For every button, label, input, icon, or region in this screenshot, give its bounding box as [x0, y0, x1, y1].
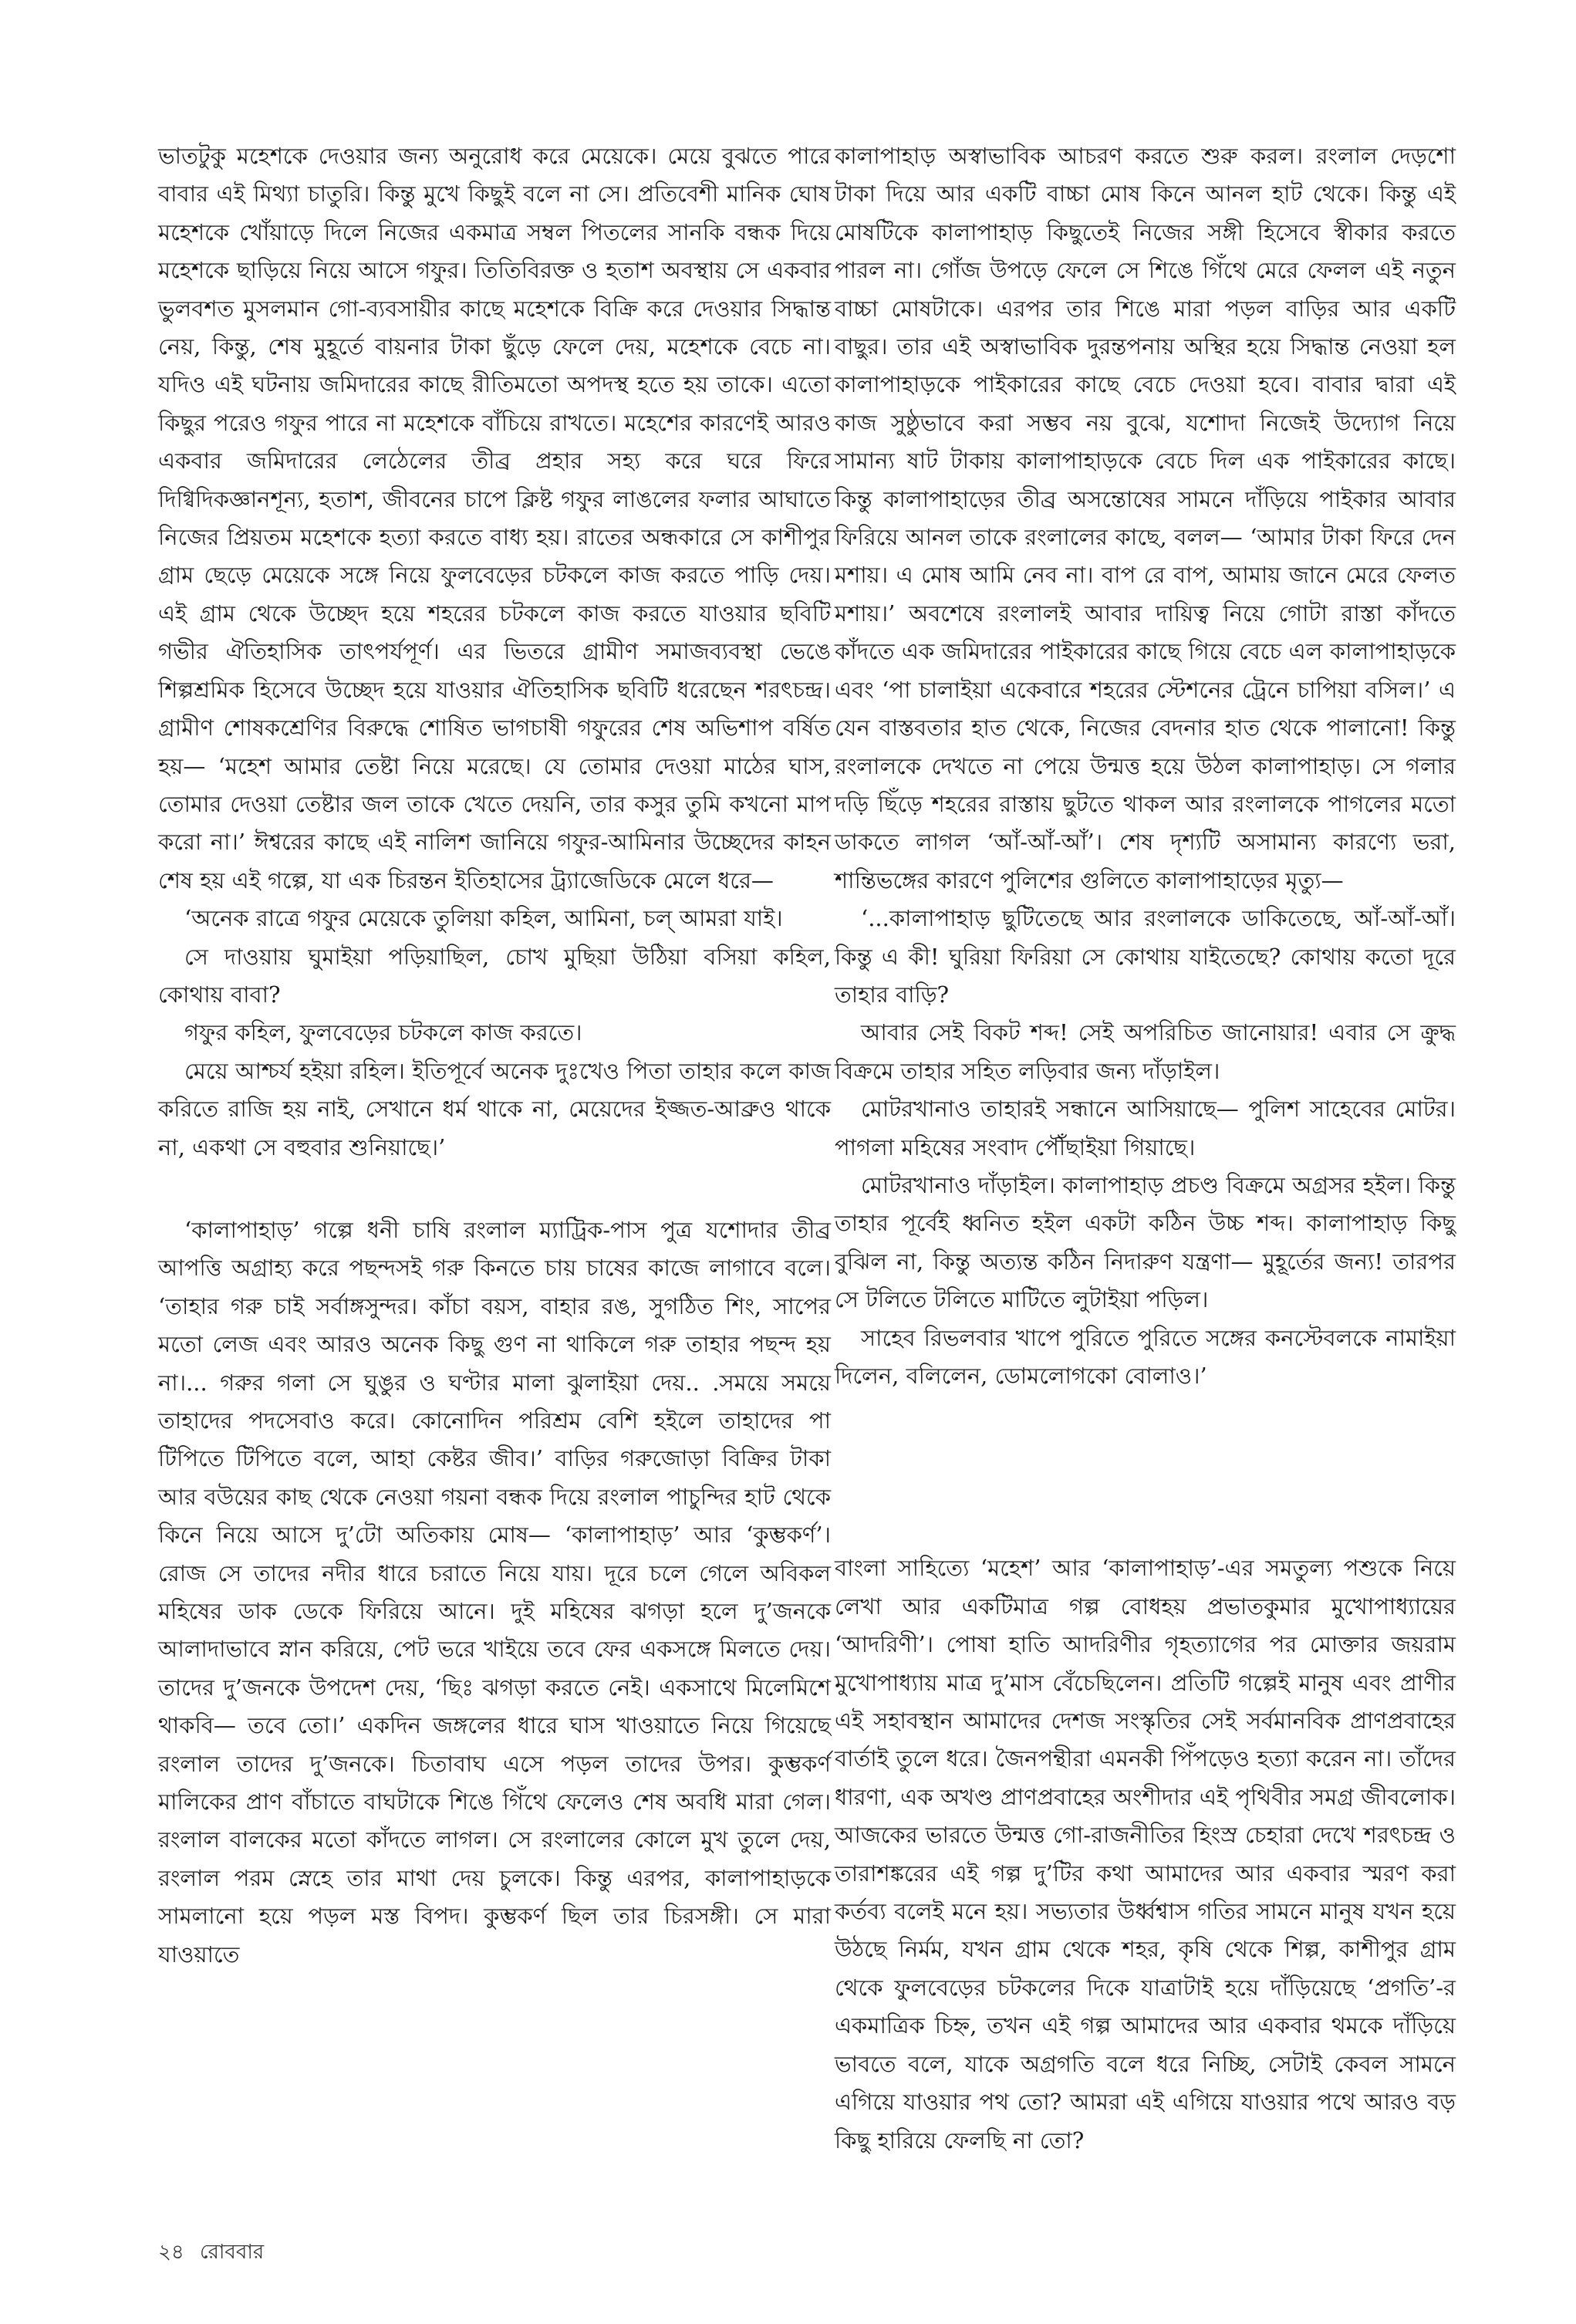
left-block-1	[158, 137, 831, 1167]
section-gap	[158, 1167, 831, 1211]
paragraph: ভাতটুকু মহেশকে দেওয়ার জন্য অনুরোধ করে মেয়েকে। মেয়ে বুঝতে পারে বাবার এই মিথ্যা চাতুরি। কিন্তু মুখে কিছুই বলে না সে। প্রতিবেশী মানিক ঘোষ মহেশকে খোঁয়াড়ে দিলে নিজের একমাত্র সম্বল পিতলের সানকি বন্ধক দিয়ে মহেশকে ছাড়িয়ে নিয়ে আসে গফুর। তিতিবিরক্ত ও হতাশ অবস্থায় সে একবার ভুলবশত মুসলমান গো-ব্যবসায়ীর কাছে মহেশকে বিক্রি করে দেওয়ার সিদ্ধান্ত নেয়, কিন্তু, শেষ মুহূর্তে বায়নার টাকা ছুঁড়ে ফেলে দেয়, মহেশকে বেচে না। যদিও এই ঘটনায় জমিদারের কাছে রীতিমতো অপদস্থ হতে হয় তাকে। এতো কিছুর পরেও গফুর পারে না মহেশকে বাঁচিয়ে রাখতে। মহেশের কারণেই আরও একবার জমিদারের লেঠেলের তীব্র প্রহার সহ্য করে ঘরে ফিরে দিগ্বিদিকজ্ঞানশূন্য, হতাশ, জীবনের চাপে ক্লিষ্ট গফুর লাঙলের ফলার আঘাতে নিজের প্রিয়তম মহেশকে হত্যা করতে বাধ্য হয়। রাতের অন্ধকারে সে কাশীপুর গ্রাম ছেড়ে মেয়েকে সঙ্গে নিয়ে ফুলবেড়ের চটকলে কাজ করতে পাড়ি দেয়। এই গ্রাম থেকে উচ্ছেদ হয়ে শহরের চটকলে কাজ করতে যাওয়ার ছবিটি গভীর ঐতিহাসিক তাৎপর্যপূর্ণ। এর ভিতরে গ্রামীণ সমাজব্যবস্থা ভেঙে শিল্পশ্রমিক হিসেবে উচ্ছেদ হয়ে যাওয়ার ঐতিহাসিক ছবিটি ধরেছেন শরৎচন্দ্র। গ্রামীণ শোষকশ্রেণির বিরুদ্ধে শোষিত ভাগচাষী গফুরের শেষ অভিশাপ বর্ষিত হয়— ‘মহেশ আমার তেষ্টা নিয়ে মরেছে। যে তোমার দেওয়া মাঠের ঘাস, তোমার দেওয়া তেষ্টার জল তাকে খেতে দেয়নি, তার কসুর তুমি কখনো মাপ করো না।’ ঈশ্বরের কাছে এই নালিশ জানিয়ে গফুর-আমিনার উচ্ছেদের কাহন শেষ হয় এই গল্পে, যা এক চিরন্তন ইতিহাসের ট্র্যাজেডিকে মেলে ধরে—	[158, 143, 831, 893]
quote-paragraph: মোটরখানাও দাঁড়াইল। কালাপাহাড় প্রচণ্ড বিক্রমে অগ্রসর হইল। কিন্তু তাহার পূর্বেই ধ্বনিত হইল একটা কঠিন উচ্চ শব্দ। কালাপাহাড় কিছু বুঝিল না, কিন্তু অত্যন্ত কঠিন নিদারুণ যন্ত্রণা— মুহূর্তের জন্য! তারপর সে টলিতে টলিতে মাটিতে লুটাইয়া পড়িল।	[835, 1171, 1456, 1313]
quote-paragraph: সে দাওয়ায় ঘুমাইয়া পড়িয়াছিল, চোখ মুছিয়া উঠিয়া বসিয়া কহিল, কোথায় বাবা?	[158, 943, 831, 1008]
section-gap	[835, 1395, 1456, 1549]
right-block-1	[835, 137, 1456, 1395]
quote-paragraph: মেয়ে আশ্চর্য হইয়া রহিল। ইতিপূর্বে অনেক দুঃখেও পিতা তাহার কলে কাজ করিতে রাজি হয় নাই, সেখানে ধর্ম থাকে না, মেয়েদের ইজ্জত-আব্রুও থাকে না, একথা সে বহুবার শুনিয়াছে।’	[158, 1057, 831, 1160]
quote-paragraph: গফুর কহিল, ফুলবেড়ের চটকলে কাজ করতে।	[184, 1019, 582, 1046]
paragraph: ‘কালাপাহাড়’ গল্পে ধনী চাষি রংলাল ম্যাট্রিক-পাস পুত্র যশোদার তীব্র আপত্তি অগ্রাহ্য করে পছন্দসই গরু কিনতে চায় চাষের কাজে লাগাবে বলে। ‘তাহার গরু চাই সর্বাঙ্গসুন্দর। কাঁচা বয়স, বাহার রঙ, সুগঠিত শিং, সাপের মতো লেজ এবং আরও অনেক কিছু গুণ না থাকিলে গরু তাহার পছন্দ হয় না।... গরুর গলা সে ঘুঙুর ও ঘণ্টার মালা ঝুলাইয়া দেয়.. .সময়ে সময়ে তাহাদের পদসেবাও করে। কোনোদিন পরিশ্রম বেশি হইলে তাহাদের পা টিপিতে টিপিতে বলে, আহা কেষ্টর জীব।’ বাড়ির গরুজোড়া বিক্রির টাকা আর বউয়ের কাছ থেকে নেওয়া গয়না বন্ধক দিয়ে রংলাল পাচুন্দির হাট থেকে কিনে নিয়ে আসে দু’টো অতিকায় মোষ— ‘কালাপাহাড়’ আর ‘কুম্ভকর্ণ’। রোজ সে তাদের নদীর ধারে চরাতে নিয়ে যায়। দূরে চলে গেলে অবিকল মহিষের ডাক ডেকে ফিরিয়ে আনে। দুই মহিষের ঝগড়া হলে দু’জনকে আলাদাভাবে স্নান করিয়ে, পেট ভরে খাইয়ে তবে ফের একসঙ্গে মিলতে দেয়। তাদের দু’জনকে উপদেশ দেয়, ‘ছিঃ ঝগড়া করতে নেই। একসাথে মিলেমিশে থাকবি— তবে তো।’ একদিন জঙ্গলের ধারে ঘাস খাওয়াতে নিয়ে গিয়েছে রংলাল তাদের দু’জনকে। চিতাবাঘ এসে পড়ল তাদের উপর। কুম্ভকর্ণ মালিকের প্রাণ বাঁচাতে বাঘটাকে শিঙে গিঁথে ফেলেও শেষ অবধি মারা গেল। রংলাল বালকের মতো কাঁদতে লাগল। সে রংলালের কোলে মুখ তুলে দেয়, রংলাল পরম স্নেহে তার মাথা দেয় চুলকে। কিন্তু এরপর, কালাপাহাড়কে সামলানো হয়ে পড়ল মস্ত বিপদ। কুম্ভকর্ণ ছিল তার চিরসঙ্গী। সে মারা যাওয়াতে	[158, 1216, 831, 1968]
quote-paragraph: আবার সেই বিকট শব্দ! সেই অপরিচিত জানোয়ার! এবার সে ক্রুদ্ধ বিক্রমে তাহার সহিত লড়িবার জন্য দাঁড়াইল।	[835, 1019, 1456, 1084]
right-column	[835, 137, 1456, 2160]
left-column	[158, 137, 831, 1974]
page-number: ২৪	[158, 2241, 184, 2264]
quote-paragraph: ‘অনেক রাত্রে গফুর মেয়েকে তুলিয়া কহিল, আমিনা, চল্‌ আমরা যাই।	[184, 905, 783, 932]
paragraph: কালাপাহাড় অস্বাভাবিক আচরণ করতে শুরু করল। রংলাল দেড়শো টাকা দিয়ে আর একটি বাচ্চা মোষ কিনে আনল হাট থেকে। কিন্তু এই মোষটিকে কালাপাহাড় কিছুতেই নিজের সঙ্গী হিসেবে স্বীকার করতে পারল না। গোঁজ উপড়ে ফেলে সে শিঙে গিঁথে মেরে ফেলল এই নতুন বাচ্চা মোষটাকে। এরপর তার শিঙে মারা পড়ল বাড়ির আর একটি বাছুর। তার এই অস্বাভাবিক দুরন্তপনায় অস্থির হয়ে সিদ্ধান্ত নেওয়া হল কালাপাহাড়কে পাইকারের কাছে বেচে দেওয়া হবে। বাবার দ্বারা এই কাজ সুষ্ঠুভাবে করা সম্ভব নয় বুঝে, যশোদা নিজেই উদ্যোগ নিয়ে সামান্য ষাট টাকায় কালাপাহাড়কে বেচে দিল এক পাইকারের কাছে। কিন্তু কালাপাহাড়ের তীব্র অসন্তোষের সামনে দাঁড়িয়ে পাইকার আবার ফিরিয়ে আনল তাকে রংলালের কাছে, বলল— ‘আমার টাকা ফিরে দেন মশায়। এ মোষ আমি নেব না। বাপ রে বাপ, আমায় জানে মেরে ফেলত মশায়।’ অবশেষে রংলালই আবার দায়িত্ব নিয়ে গোটা রাস্তা কাঁদতে কাঁদতে এক জমিদারের পাইকারের কাছে গিয়ে বেচে এল কালাপাহাড়কে এবং ‘পা চালাইয়া একেবারে শহরের স্টেশনের ট্রেনে চাপিয়া বসিল।’ এ যেন বাস্তবতার হাত থেকে, নিজের বেদনার হাত থেকে পালানো! কিন্তু রংলালকে দেখতে না পেয়ে উন্মত্ত হয়ে উঠল কালাপাহাড়। সে গলার দড়ি ছিঁড়ে শহরের রাস্তায় ছুটতে থাকল আর রংলালকে পাগলের মতো ডাকতে লাগল ‘আঁ-আঁ-আঁ’। শেষ দৃশ্যটি অসামান্য কারণ্যে ভরা, শান্তিভঙ্গের কারণে পুলিশের গুলিতে কালাপাহাড়ের মৃত্যু—	[835, 143, 1456, 893]
quote-paragraph: সাহেব রিভলবার খাপে পুরিতে পুরিতে সঙ্গের কনস্টেবলকে নামাইয়া দিলেন, বলিলেন, ডোমলোগকো বোলাও।’	[835, 1324, 1456, 1389]
magazine-name: রোববার	[200, 2241, 265, 2264]
quote-paragraph: ‘...কালাপাহাড় ছুটিতেছে আর রংলালকে ডাকিতেছে, আঁ-আঁ-আঁ। কিন্তু এ কী! ঘুরিয়া ফিরিয়া সে কোথায় যাইতেছে? কোথায় কতো দূরে তাহার বাড়ি?	[835, 905, 1456, 1008]
page-footer	[158, 2236, 273, 2270]
paragraph: বাংলা সাহিত্যে ‘মহেশ’ আর ‘কালাপাহাড়’-এর সমতুল্য পশুকে নিয়ে লেখা আর একটিমাত্র গল্প বোধহয় প্রভাতকুমার মুখোপাধ্যায়ের ‘আদরিণী’। পোষা হাতি আদরিণীর গৃহত্যাগের পর মোক্তার জয়রাম মুখোপাধ্যায় মাত্র দু’মাস বেঁচেছিলেন। প্রতিটি গল্পেই মানুষ এবং প্রাণীর এই সহাবস্থান আমাদের দেশজ সংস্কৃতির সেই সর্বমানবিক প্রাণপ্রবাহের বার্তাই তুলে ধরে। জৈনপন্থীরা এমনকী পিঁপড়েও হত্যা করেন না। তাঁদের ধারণা, এক অখণ্ড প্রাণপ্রবাহের অংশীদার এই পৃথিবীর সমগ্র জীবলোক। আজকের ভারতে উন্মত্ত গো-রাজনীতির হিংস্র চেহারা দেখে শরৎচন্দ্র ও তারাশঙ্করের এই গল্প দু’টির কথা আমাদের আর একবার স্মরণ করা কর্তব্য বলেই মনে হয়। সভ্যতার উর্ধ্বশ্বাস গতির সামনে মানুষ যখন হয়ে উঠছে নির্মম, যখন গ্রাম থেকে শহর, কৃষি থেকে শিল্প, কাশীপুর গ্রাম থেকে ফুলবেড়ের চটকলের দিকে যাত্রাটাই হয়ে দাঁড়িয়েছে ‘প্রগতি’-র একমাত্রিক চিহ্ন, তখন এই গল্প আমাদের আর একবার থমকে দাঁড়িয়ে ভাবতে বলে, যাকে অগ্রগতি বলে ধরে নিচ্ছি, সেটাই কেবল সামনে এগিয়ে যাওয়ার পথ তো? আমরা এই এগিয়ে যাওয়ার পথে আরও বড় কিছু হারিয়ে ফেলছি না তো?	[835, 1555, 1456, 2153]
quote-paragraph: মোটরখানাও তাহারই সন্ধানে আসিয়াছে— পুলিশ সাহেবের মোটর। পাগলা মহিষের সংবাদ পৌঁছাইয়া গিয়াছে।	[835, 1096, 1456, 1160]
left-block-2	[158, 1211, 831, 1974]
right-block-2	[835, 1549, 1456, 2160]
